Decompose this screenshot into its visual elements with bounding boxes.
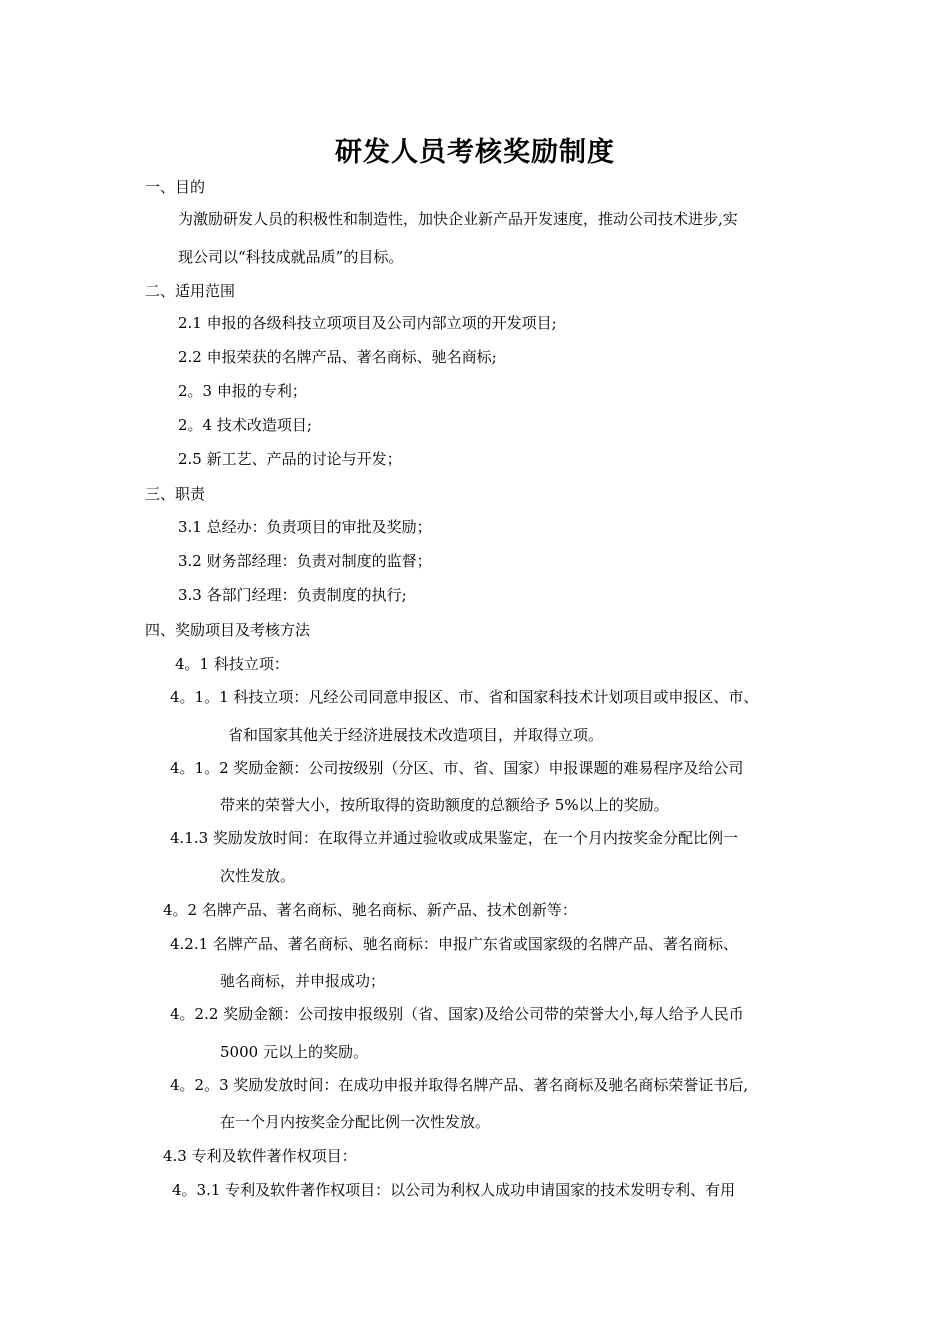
subsection-heading: 4。1 科技立项：: [175, 655, 289, 673]
subsection-heading: 4。2 名牌产品、著名商标、驰名商标、新产品、技术创新等：: [163, 901, 577, 919]
paragraph-line: 为激励研发人员的积极性和制造性，加快企业新产品开发速度，推动公司技术进步,实: [178, 210, 738, 228]
document-title: 研发人员考核奖励制度: [335, 137, 615, 168]
paragraph-line: 5000 元以上的奖励。: [220, 1043, 368, 1061]
section-heading: 四、奖励项目及考核方法: [145, 621, 311, 639]
subsection-heading: 4.3 专利及软件著作权项目：: [163, 1147, 357, 1165]
list-item: 2.2 申报荣获的名牌产品、著名商标、驰名商标;: [178, 348, 497, 366]
list-item: 4。2.2 奖励金额：公司按申报级别（省、国家)及给公司带的荣誉大小,每人给予人民币: [170, 1005, 744, 1023]
section-heading: 三、职责: [145, 485, 206, 503]
list-item: 4.1.3 奖励发放时间：在取得立并通过验收或成果鉴定，在一个月内按奖金分配比例一: [170, 829, 738, 847]
list-item: 4。2。3 奖励发放时间：在成功申报并取得名牌产品、著名商标及驰名商标荣誉证书后,: [170, 1076, 749, 1094]
list-item: 3.3 各部门经理：负责制度的执行;: [178, 586, 407, 604]
list-item: 4。1。2 奖励金额：公司按级别（分区、市、省、国家）申报课题的难易程序及给公司: [170, 759, 744, 777]
list-item: 2。4 技术改造项目;: [178, 416, 312, 434]
paragraph-line: 现公司以“科技成就品质”的目标。: [178, 248, 404, 266]
paragraph-line: 次性发放。: [220, 867, 296, 885]
list-item: 3.1 总经办：负责项目的审批及奖励；: [178, 518, 432, 536]
paragraph-line: 驰名商标，并申报成功；: [220, 972, 386, 990]
paragraph-line: 在一个月内按奖金分配比例一次性发放。: [220, 1113, 491, 1131]
list-item: 2.1 申报的各级科技立项项目及公司内部立项的开发项目;: [178, 314, 557, 332]
list-item: 2.5 新工艺、产品的讨论与开发；: [178, 450, 402, 468]
list-item: 4.2.1 名牌产品、著名商标、驰名商标：申报广东省或国家级的名牌产品、著名商标、: [170, 935, 738, 953]
section-heading: 二、适用范围: [145, 282, 236, 300]
paragraph-line: 省和国家其他关于经济进展技术改造项目，并取得立项。: [228, 726, 604, 744]
list-item: 4。1。1 科技立项：凡经公司同意申报区、市、省和国家科技术计划项目或申报区、市、: [170, 688, 759, 706]
section-heading: 一、目的: [145, 178, 206, 196]
list-item: 3.2 财务部经理：负责对制度的监督；: [178, 552, 432, 570]
paragraph-line: 带来的荣誉大小，按所取得的资助额度的总额给予 5%以上的奖励。: [220, 796, 669, 814]
list-item: 2。3 申报的专利；: [178, 382, 307, 400]
list-item: 4。3.1 专利及软件著作权项目：以公司为利权人成功申请国家的技术发明专利、有用: [172, 1181, 736, 1199]
